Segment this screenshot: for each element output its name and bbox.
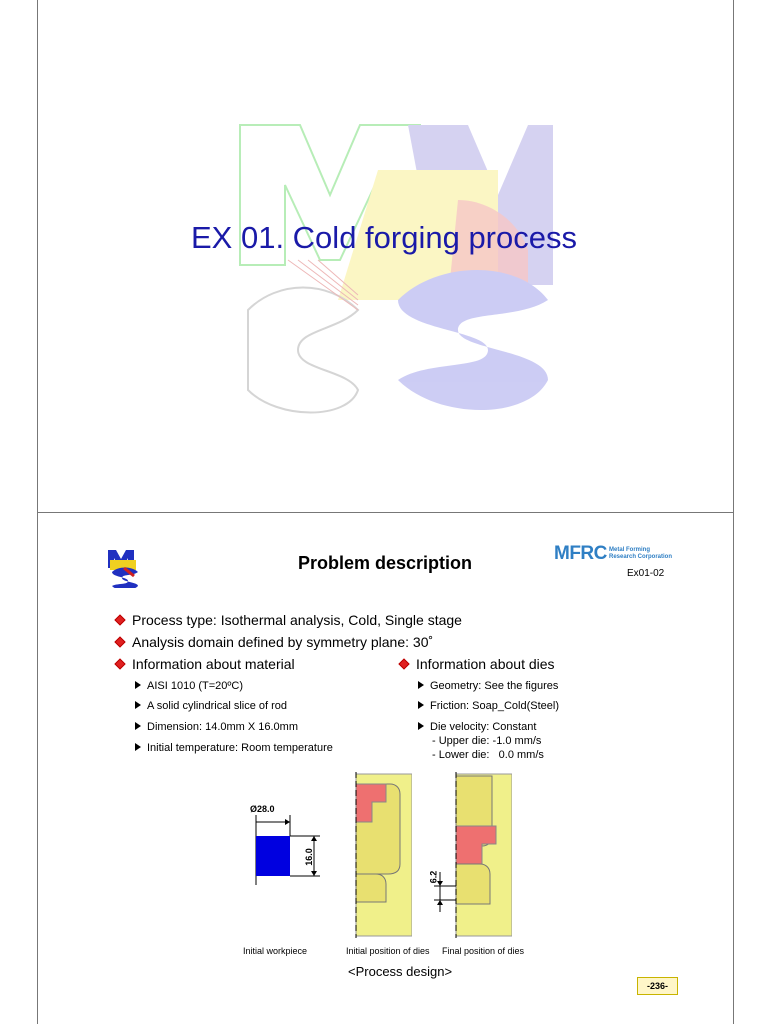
msm-logo-small xyxy=(106,548,144,588)
die-item xyxy=(418,721,536,734)
slide-code: Ex01-02 xyxy=(627,568,665,579)
triangle-bullet-icon xyxy=(135,701,141,709)
material-item xyxy=(135,700,287,713)
die-item-text: Friction: Soap_Cold(Steel) xyxy=(430,700,560,712)
caption-final-dies: Final position of dies xyxy=(442,946,525,956)
brand-sub-line-2: Research Corporation xyxy=(609,554,673,560)
process-design-caption: <Process design> xyxy=(348,964,453,979)
material-item-text: Initial temperature: Room temperature xyxy=(147,742,333,754)
slide-title: Problem description xyxy=(297,553,473,573)
workpiece-rect xyxy=(256,836,290,876)
die-item xyxy=(418,700,559,713)
bullet-diamond-icon xyxy=(114,658,125,669)
material-item-text: AISI 1010 (T=20ºC) xyxy=(147,680,244,692)
die-item-text: Die velocity: Constant xyxy=(430,721,537,733)
triangle-bullet-icon xyxy=(135,743,141,751)
bullet-text: Process type: Isothermal analysis, Cold, Single stage xyxy=(132,612,462,628)
bullet-diamond-icon xyxy=(114,636,125,647)
bullet-text: Analysis domain defined by symmetry plane: 30˚ xyxy=(132,634,434,650)
brand-sub-line-1: Metal Forming xyxy=(609,547,651,553)
triangle-bullet-icon xyxy=(135,681,141,689)
material-item-text: Dimension: 14.0mm X 16.0mm xyxy=(147,721,298,733)
bullet-text: Information about material xyxy=(132,656,295,672)
die-item xyxy=(418,680,558,693)
triangle-bullet-icon xyxy=(135,722,141,730)
triangle-bullet-icon xyxy=(418,722,424,730)
bullet-analysis-domain xyxy=(116,634,433,650)
bullet-dies xyxy=(400,656,555,672)
material-item xyxy=(135,742,333,755)
final-dies-figure xyxy=(430,772,512,938)
triangle-bullet-icon xyxy=(418,681,424,689)
dim-gap: 6.2 xyxy=(428,870,439,884)
page-number: -236- xyxy=(637,977,678,995)
triangle-bullet-icon xyxy=(418,701,424,709)
bullet-text: Information about dies xyxy=(416,656,555,672)
brand-subtitle xyxy=(609,547,672,561)
bullet-diamond-icon xyxy=(398,658,409,669)
page-divider xyxy=(37,512,734,513)
die-velocity-lower: - Lower die: 0.0 mm/s xyxy=(432,749,544,761)
material-item xyxy=(135,721,298,734)
caption-initial-workpiece: Initial workpiece xyxy=(243,946,308,956)
brand-name: MFRC xyxy=(554,543,607,564)
material-item-text: A solid cylindrical slice of rod xyxy=(147,700,288,712)
die-velocity-upper: - Upper die: -1.0 mm/s xyxy=(432,735,542,747)
dim-diameter: Ø28.0 xyxy=(250,804,275,814)
cover-title: EX 01. Cold forging process xyxy=(191,220,577,255)
initial-dies-figure xyxy=(350,772,412,938)
dim-height: 16.0 xyxy=(303,848,314,866)
material-item xyxy=(135,680,243,693)
initial-workpiece-figure xyxy=(240,800,340,900)
bullet-diamond-icon xyxy=(114,614,125,625)
msm-watermark-logo xyxy=(228,120,558,430)
bullet-process-type xyxy=(116,612,462,628)
die-item-text: Geometry: See the figures xyxy=(430,680,559,692)
bullet-material xyxy=(116,656,295,672)
caption-initial-dies: Initial position of dies xyxy=(346,946,430,956)
